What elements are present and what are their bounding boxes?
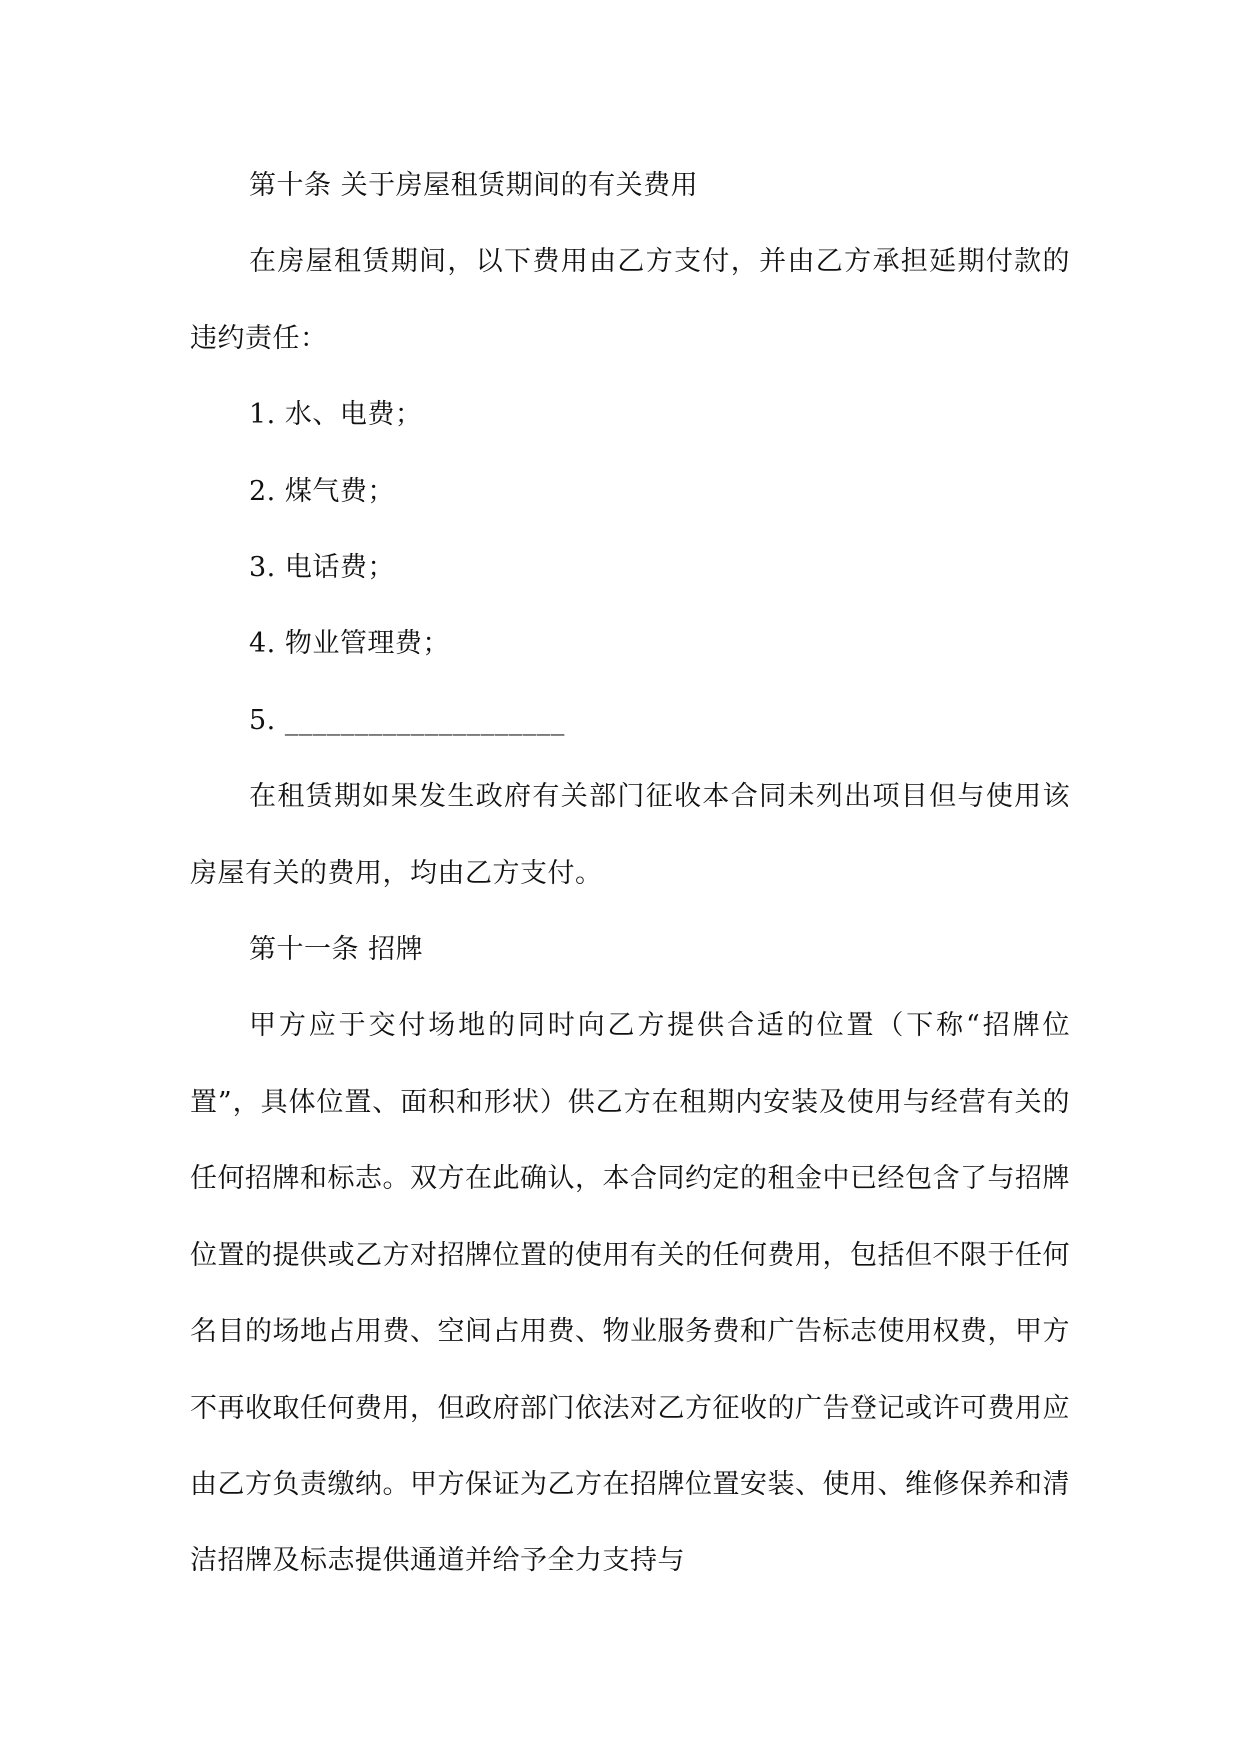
article-10-intro-paragraph: 在房屋租赁期间，以下费用由乙方支付，并由乙方承担延期付款的违约责任： bbox=[190, 246, 1070, 354]
fee-item-2: 2. 煤气费； bbox=[249, 475, 395, 507]
government-fees-paragraph: 在租赁期如果发生政府有关部门征收本合同未列出项目但与使用该房屋有关的费用，均由乙方支付。 bbox=[190, 781, 1070, 889]
fee-item-3: 3. 电话费； bbox=[249, 552, 395, 584]
article-10-heading: 第十条 关于房屋租赁期间的有关费用 bbox=[249, 170, 699, 201]
signboard-paragraph: 甲方应于交付场地的同时向乙方提供合适的位置（下称“招牌位置”，具体位置、面积和形状）供乙方在租期内安装及使用与经营有关的任何招牌和标志。双方在此确认，本合同约定的租金中已经包含了与招牌位置的提供或乙方对招牌位置的使用有关的任何费用，包括但不限于任何名目的场地占用费、空间占用费、物业服务费和广告标志使用权费，甲方不再收取任何费用，但政府部门依法对乙方征收的广告登记或许可费用应由乙方负责缴纳。甲方保证为乙方在招牌位置安装、使用、维修保养和清洁招牌及标志提供通道并给予全力支持与 bbox=[190, 1010, 1070, 1577]
fee-item-1: 1. 水、电费； bbox=[249, 399, 423, 431]
fee-item-5-blank: 5. ____________________ bbox=[249, 704, 565, 736]
document-body bbox=[190, 148, 1070, 1600]
article-11-heading: 第十一条 招牌 bbox=[249, 934, 424, 966]
fee-item-4: 4. 物业管理费； bbox=[249, 628, 450, 660]
